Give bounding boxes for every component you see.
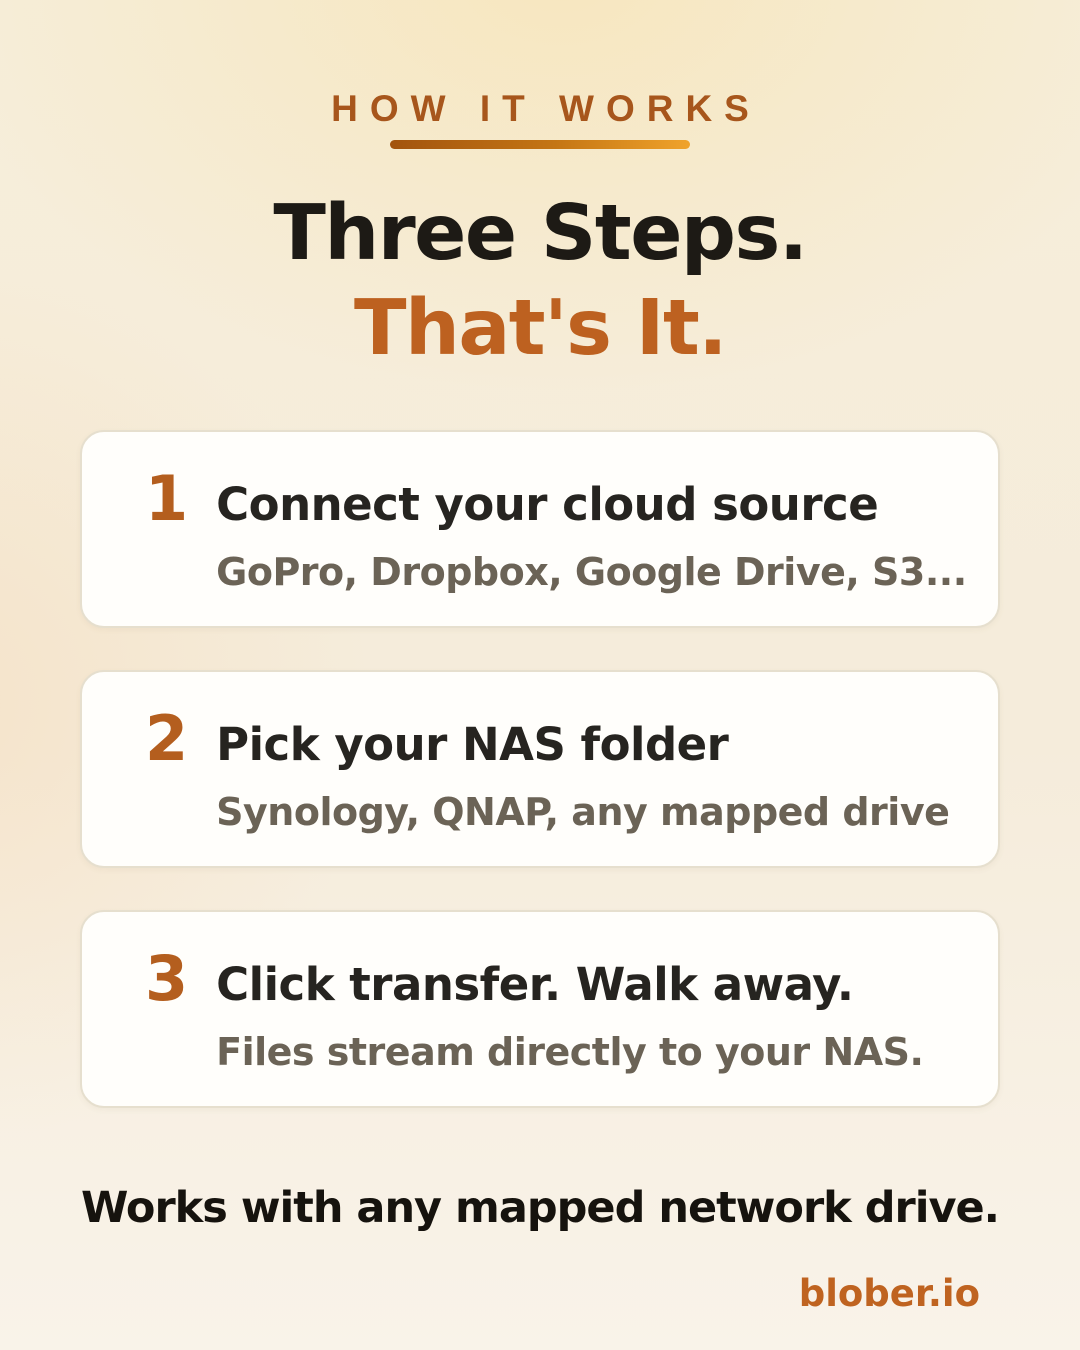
step-3-title: Click transfer. Walk away. xyxy=(216,958,854,1011)
step-card-1 xyxy=(80,430,1000,628)
footer-note: Works with any mapped network drive. xyxy=(81,1183,999,1233)
step-3-subtitle: Files stream directly to your NAS. xyxy=(216,1030,924,1074)
eyebrow-underline xyxy=(390,140,690,149)
step-card-2 xyxy=(80,670,1000,868)
step-1-title: Connect your cloud source xyxy=(216,478,879,531)
step-1-number: 1 xyxy=(145,462,189,535)
step-2-title: Pick your NAS folder xyxy=(216,718,729,771)
steps-list xyxy=(80,430,1000,1108)
step-2-text xyxy=(216,718,958,835)
step-3-text xyxy=(216,958,958,1075)
step-1-subtitle: GoPro, Dropbox, Google Drive, S3... xyxy=(216,550,967,594)
step-3-number: 3 xyxy=(145,942,189,1015)
headline xyxy=(0,186,1080,376)
step-2-number: 2 xyxy=(145,702,189,775)
step-card-3 xyxy=(80,910,1000,1108)
step-1-text xyxy=(216,478,967,595)
step-2-subtitle: Synology, QNAP, any mapped drive xyxy=(216,790,950,834)
brand-wordmark: blober.io xyxy=(798,1272,980,1315)
headline-line2: That's It. xyxy=(353,284,727,373)
eyebrow-label: HOW IT WORKS xyxy=(331,88,761,129)
headline-line1: Three Steps. xyxy=(273,189,807,278)
